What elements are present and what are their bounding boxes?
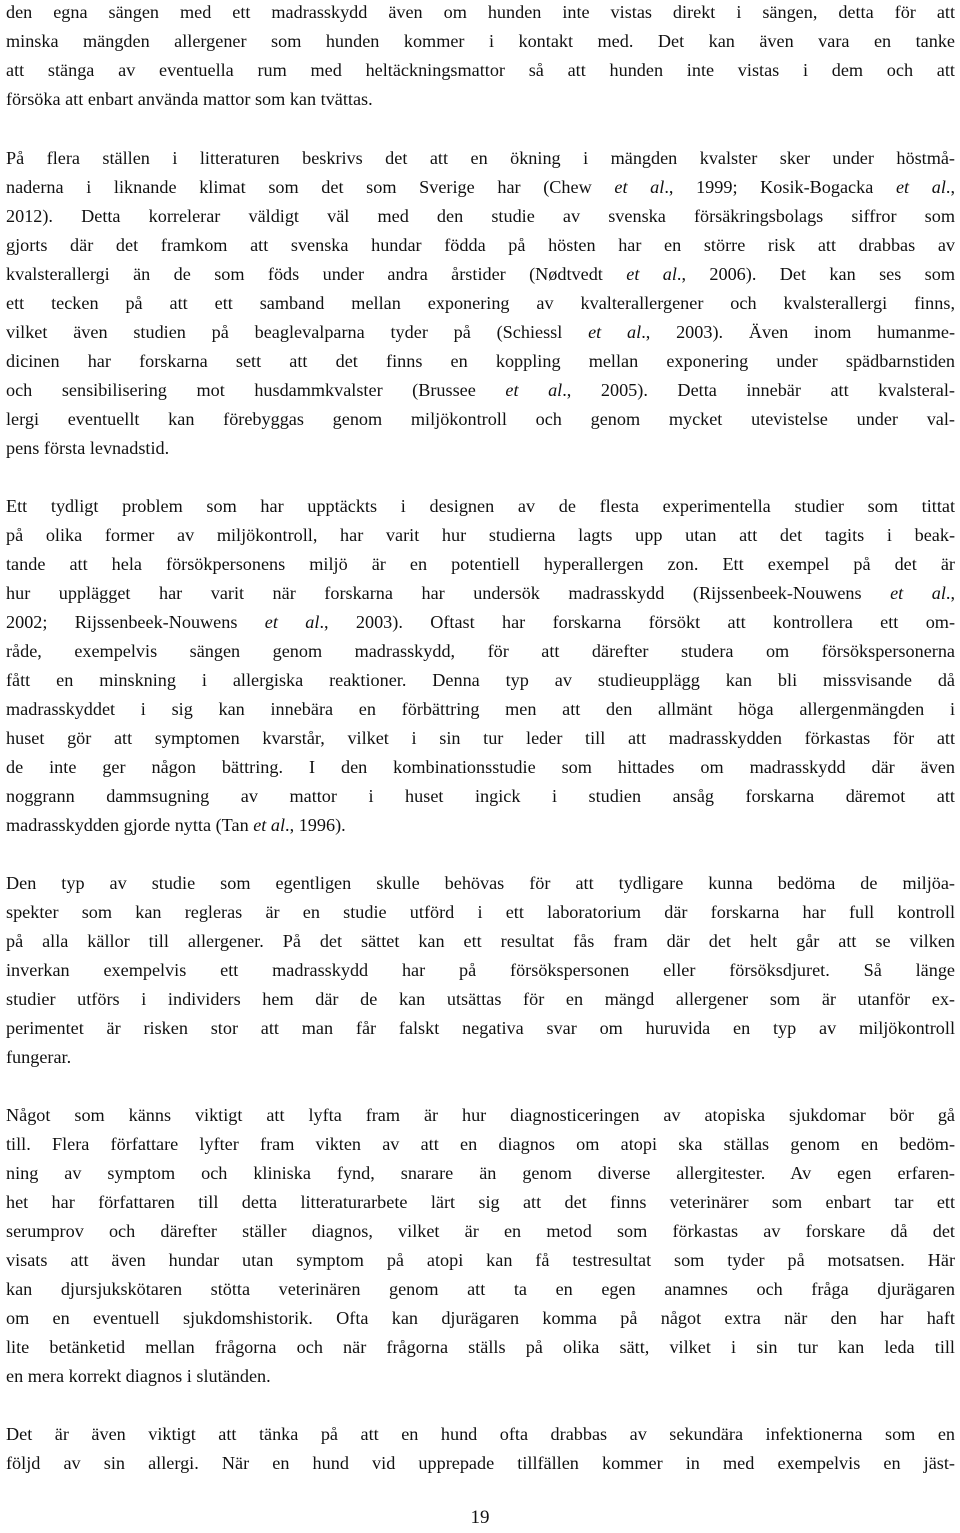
text-line: studier utförs i individers hem där de kan utsättas för en mängd allergener som är utanför ex- — [6, 989, 955, 1009]
text-line: hur upplägget har varit när forskarna har undersök madrasskydd (Rijssenbeek-Nouwens et al., — [6, 583, 955, 603]
text-line: ning av symptom och kliniska fynd, snarare än genom diverse allergitester. Av egen erfaren- — [6, 1163, 955, 1183]
paragraph-4 — [6, 869, 955, 1072]
text-line: kvalsterallergi än de som föds under andra årstider (Nødtvedt et al., 2006). Det kan ses som — [6, 264, 955, 284]
text-line: madrasskyddet i sig kan innebära en förbättring men att den allmänt höga allergenmängden i — [6, 699, 955, 719]
paragraph-6 — [6, 1420, 955, 1478]
text-line: fått en minskning i allergiska reaktioner. Denna typ av studieupplägg kan bli missvisande då — [6, 670, 955, 690]
text-line: serumprov och därefter ställer diagnos, vilket är en metod som förkastas av forskare då det — [6, 1221, 955, 1241]
text-line: Ett tydligt problem som har upptäckts i designen av de flesta experimentella studier som tittat — [6, 496, 955, 516]
text-line: till. Flera författare lyfter fram vikten av att en diagnos om atopi ska ställas genom en bedöm- — [6, 1134, 955, 1154]
text-line: fungerar. — [6, 1047, 72, 1067]
text-line: på alla källor till allergener. På det sättet kan ett resultat fås fram där det helt går att se vilken — [6, 931, 955, 951]
text-line: Den typ av studie som egentligen skulle behövas för att tydligare kunna bedöma de miljöa- — [6, 873, 955, 893]
text-line: dicinen har forskarna sett att det finns en koppling mellan exponering under spädbarnstiden — [6, 351, 955, 371]
text-line: de inte ger någon bättring. I den kombinationsstudie som hittades om madrasskydd där även — [6, 757, 955, 777]
text-line: Det är även viktigt att tänka på att en hund ofta drabbas av sekundära infektionerna som en — [6, 1424, 955, 1444]
paragraph-1 — [6, 0, 955, 114]
text-line: på olika former av miljökontroll, har varit hur studierna lagts upp utan att det tagits i beak- — [6, 525, 955, 545]
text-line: och sensibilisering mot husdammkvalster (Brussee et al., 2005). Detta innebär att kvalsteral- — [6, 380, 955, 400]
text-line: den egna sängen med ett madrasskydd även om hunden inte vistas direkt i sängen, detta för att — [6, 2, 955, 22]
text-line: om en eventuell sjukdomshistorik. Ofta kan djurägaren komma på något extra när den har haft — [6, 1308, 955, 1328]
text-line: 2012). Detta korrelerar väldigt väl med den studie av svenska försäkringsbolags siffror som — [6, 206, 955, 226]
text-line: lergi eventuellt kan förebyggas genom miljökontroll och genom mycket utevistelse under val- — [6, 409, 955, 429]
text-line: perimentet är risken stor att man får falskt negativa svar om huruvida en typ av miljökontroll — [6, 1018, 955, 1038]
text-line: het har författaren till detta litteraturarbete lärt sig att det finns veterinärer som enbart tar ett — [6, 1192, 955, 1212]
text-line: noggrann dammsugning av mattor i huset ingick i studien ansåg forskarna däremot att — [6, 786, 955, 806]
text-line: lite betänketid mellan frågorna och när frågorna ställs på olika sätt, vilket i sin tur kan leda till — [6, 1337, 955, 1357]
text-line: spekter som kan regleras är en studie utförd i ett laboratorium där forskarna har full kontroll — [6, 902, 955, 922]
text-line: pens första levnadstid. — [6, 438, 170, 458]
paragraph-3 — [6, 492, 955, 840]
text-line: På flera ställen i litteraturen beskrivs det att en ökning i mängden kvalster sker under höstmå- — [6, 148, 955, 168]
text-line: 2002; Rijssenbeek-Nouwens et al., 2003). Oftast har forskarna försökt att kontrollera ett om- — [6, 612, 956, 632]
text-line: vilket även studien på beaglevalparna tyder på (Schiessl et al., 2003). Även inom humanme- — [6, 322, 956, 342]
text-line: gjorts där det framkom att svenska hundar födda på hösten har en större risk att drabbas av — [6, 235, 955, 255]
text-line: inverkan exempelvis ett madrasskydd har på försökspersonen eller försöksdjuret. Så länge — [6, 960, 955, 980]
text-line: tande att hela försökpersonens miljö är en potentiell hyperallergen zon. Ett exempel på det är — [6, 554, 955, 574]
text-line: en mera korrekt diagnos i slutänden. — [6, 1366, 271, 1386]
text-line: att stänga av eventuella rum med heltäckningsmattor så att hunden inte vistas i dem och att — [6, 60, 955, 80]
text-line: försöka att enbart använda mattor som kan tvättas. — [6, 89, 373, 109]
text-line: Något som känns viktigt att lyfta fram är hur diagnosticeringen av atopiska sjukdomar bör gå — [6, 1105, 955, 1125]
text-line: följd av sin allergi. När en hund vid upprepade tillfällen kommer in med exempelvis en jäst- — [6, 1453, 955, 1473]
text-line: visats att även hundar utan symptom på atopi kan få testresultat som tyder på motsatsen. Här — [6, 1250, 955, 1270]
paragraph-2 — [6, 144, 955, 463]
page-number: 19 — [470, 1507, 490, 1528]
text-line: minska mängden allergener som hunden kommer i kontakt med. Det kan även vara en tanke — [6, 31, 955, 51]
text-line: huset gör att symptomen kvarstår, vilket i sin tur leder till att madrasskydden förkastas för att — [6, 728, 955, 748]
text-line: ett tecken på att ett samband mellan exponering av kvalterallergener och kvalsterallergi finns, — [6, 293, 955, 313]
text-line: madrasskydden gjorde nytta (Tan et al., 1996). — [6, 815, 346, 835]
text-line: naderna i liknande klimat som det som Sverige har (Chew et al., 1999; Kosik-Bogacka et al., — [6, 177, 955, 197]
text-line: kan djursjukskötaren stötta veterinären genom att ta en egen anamnes och fråga djurägaren — [6, 1279, 955, 1299]
text-line: råde, exempelvis sängen genom madrasskydd, för att därefter studera om försökspersonerna — [6, 641, 955, 661]
paragraph-5 — [6, 1101, 955, 1391]
